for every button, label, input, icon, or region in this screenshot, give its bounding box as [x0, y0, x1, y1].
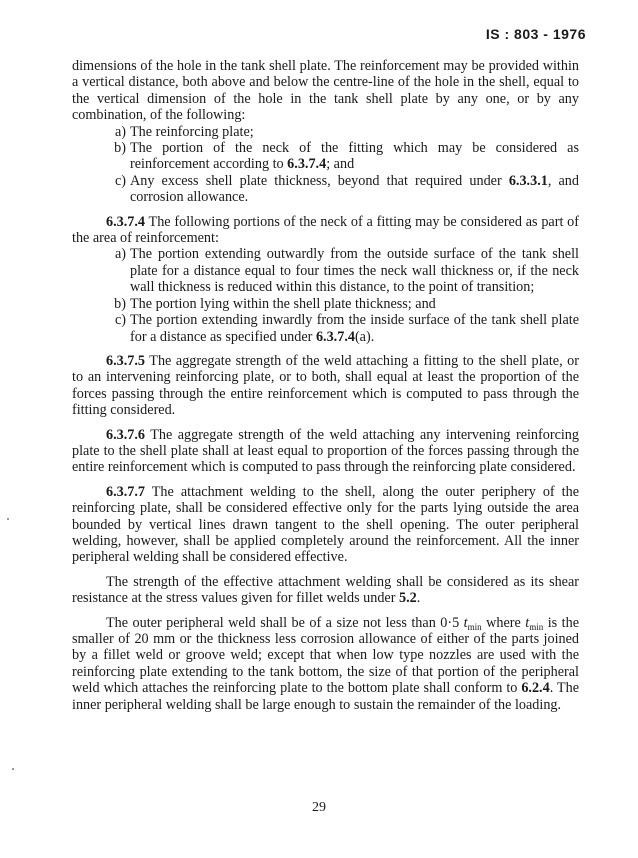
list-item-text: The reinforcing plate;	[130, 123, 254, 140]
list-item-text-part: (a).	[354, 328, 375, 345]
page-body	[72, 58, 579, 713]
list-item	[72, 246, 579, 295]
margin-speck	[7, 518, 9, 520]
list-item	[72, 173, 579, 206]
list-item-text-part: ; and	[326, 156, 355, 173]
clause-text: The aggregate strength of the weld attaching a fitting to the shell plate, or to an intervening reinforcing plate, or to both, shall equal at least the proportion of the forces passing through the entire reinforcement which is computed to pass through the fitting considered.	[72, 352, 579, 419]
list-item-text	[130, 312, 579, 345]
reinforcement-options-list	[72, 124, 579, 206]
subscript-min: min	[467, 621, 482, 632]
paragraph-hole-dimensions: dimensions of the hole in the tank shell plate. The reinforcement may be provided within a vertical distance, both above and below the centre-line of the hole in the shell, equal to the vertical dimension of the hole in the tank shell plate by any one, or by any combination, of the following:	[72, 58, 579, 124]
list-item	[72, 124, 579, 140]
list-item-text-part: Any excess shell plate thickness, beyond that required under	[130, 172, 509, 189]
clause-reference: 6.3.7.4	[287, 156, 327, 173]
symbol-t: t	[525, 614, 530, 631]
page-number: 29	[312, 800, 326, 815]
paragraph-text: The strength of the effective attachment welding shall be considered as its shear resistance at the stress values given for fillet welds under	[72, 573, 579, 607]
list-item-label: b)	[114, 295, 126, 312]
list-item-label: b)	[114, 140, 126, 157]
paragraph-text: The outer peripheral weld shall be of a size not less than 0·5	[106, 614, 464, 631]
paragraph-text: .	[416, 590, 421, 607]
list-item-text	[130, 173, 579, 206]
clause-reference: 5.2	[399, 590, 417, 607]
clause-text: The attachment welding to the shell, along the outer periphery of the reinforcing plate, shall be considered effective only for the parts lying outside the area bounded by vertical lines drawn tangent to the shell opening. The outer peripheral welding, however, shall be applied completely around the reinforcement. All the inner peripheral welding shall be considered effective.	[72, 483, 579, 566]
list-item	[72, 140, 579, 173]
subscript-min: min	[529, 621, 544, 632]
list-item	[72, 312, 579, 345]
clause-number: 6.3.7.6	[106, 426, 146, 443]
clause-6-3-7-4	[72, 214, 579, 247]
paragraph-outer-peripheral-weld	[72, 615, 579, 713]
list-item	[72, 296, 579, 312]
clause-number: 6.3.7.4	[106, 213, 146, 230]
list-item-label: c)	[114, 312, 126, 329]
list-item-label: a)	[114, 246, 126, 263]
clause-number: 6.3.7.7	[106, 483, 146, 500]
neck-portions-list	[72, 246, 579, 344]
clause-6-3-7-6	[72, 427, 579, 476]
paragraph-text: is the smaller of 20 mm or the thickness less corrosion allowance of either of the parts joined by a fillet weld or groove weld; except that when low type nozzles are used with the reinforcing plate extending to the tank bottom, the size of that portion of the peripheral weld which attaches the reinforcing plate to the bottom plate shall conform to	[72, 614, 579, 697]
clause-6-3-7-5	[72, 353, 579, 419]
list-item-text-part: The portion extending inwardly from the inside surface of the tank shell plate for a distance as specified under	[130, 312, 579, 345]
symbol-t: t	[463, 614, 468, 631]
clause-reference: 6.2.4	[521, 680, 550, 697]
paragraph-text: . The inner peripheral welding shall be large enough to sustain the remainder of the loading.	[72, 680, 579, 713]
list-item-label: a)	[114, 123, 126, 140]
clause-text: The following portions of the neck of a fitting may be considered as part of the area of reinforcement:	[72, 213, 579, 247]
clause-reference: 6.3.3.1	[508, 172, 548, 189]
list-item-text: The portion extending outwardly from the outside surface of the tank shell plate for a distance equal to four times the neck wall thickness or, if the neck wall thickness is reduced within this distance, to the point of transition;	[130, 246, 579, 296]
clause-6-3-7-7	[72, 484, 579, 566]
clause-number: 6.3.7.5	[106, 352, 146, 369]
list-item-text-part: , and corrosion allowance.	[130, 172, 579, 206]
clause-reference: 6.3.7.4	[315, 328, 355, 345]
list-item-text-part: The portion of the neck of the fitting which may be considered as reinforcement according to	[130, 140, 579, 173]
standard-reference: IS : 803 - 1976	[485, 26, 586, 42]
clause-text: The aggregate strength of the weld attaching any intervening reinforcing plate to the shell plate shall at least equal to proportion of the forces passing through the entire reinforcement which is computed to pass through the reinforcing plate considered.	[72, 426, 579, 476]
list-item-text	[130, 140, 579, 173]
paragraph-effective-weld-strength	[72, 574, 579, 607]
paragraph-text: where	[481, 614, 526, 631]
margin-speck	[12, 768, 14, 770]
list-item-text: The portion lying within the shell plate thickness; and	[130, 295, 436, 312]
list-item-label: c)	[114, 172, 126, 189]
